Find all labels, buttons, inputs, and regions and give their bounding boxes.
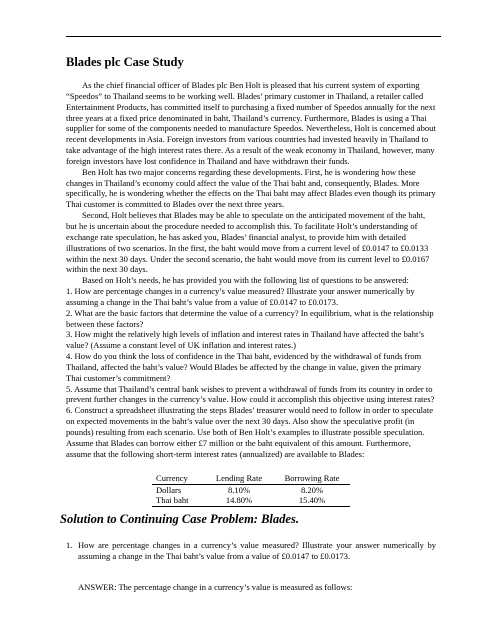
row-lending-rate: 8.10% bbox=[227, 484, 251, 495]
question-4: 4. How do you think the loss of confidence in the Thai baht, evidenced by the withdrawal of funds from Thailand, affected the baht’s value? Would Blades be affected by the change in value, given the primary Thai customer’s commitment? bbox=[66, 351, 422, 383]
header-currency: Currency bbox=[152, 473, 204, 484]
header-borrowing-rate: Borrowing Rate bbox=[274, 473, 350, 484]
paragraph-intro: As the chief financial officer of Blades plc Ben Holt is pleased that his current system of exporting “Speedos” to Thailand seems to be working well. Blades’ primary customer in Thailand, a retailer called Entertainment Products, has committed itself to purchasing a fixed number of Speedos annually for the next three years at a fixed price denominated in baht, Thailand’s currency. Furthermore, Blades is using a Thai supplier for some of the components needed to manufacture Speedos. Nevertheless, Holt is concerned about recent developments in Asia. Foreign investors from various countries had invested heavily in Thailand to take advantage of the high interest rates there. As a result of the weak economy in Thailand, however, many foreign investors have lost confidence in Thailand and have withdrawn their funds. bbox=[66, 80, 436, 166]
case-study-body bbox=[66, 80, 436, 460]
paragraph-concerns: Ben Holt has two major concerns regarding these developments. First, he is wondering how these changes in Thailand’s economy could affect the value of the Thai baht and, consequently, Blades. More specifically, he is wondering whether the effects on the Thai baht may affect Blades even though its primary Thai customer is committed to Blades over the next three years. bbox=[66, 166, 436, 210]
table-header-row bbox=[152, 473, 350, 484]
header-rule bbox=[66, 36, 441, 37]
case-study-title: Blades plc Case Study bbox=[66, 55, 184, 69]
row-currency: Thai baht bbox=[152, 495, 204, 506]
paragraph-speculation: Second, Holt believes that Blades may be able to speculate on the anticipated movement of the baht, but he is uncertain about the procedure needed to accomplish this. To facilitate Holt’s understanding of exchange rate speculation, he has asked you, Blades’ financial analyst, to provide him with detailed illustrations of two scenarios. In the first, the baht would move from a current level of £0.0147 to £0.0133 within the next 30 days. Under the second scenario, the baht would move from its current level to £0.0167 within the next 30 days. bbox=[66, 210, 430, 275]
row-currency: Dollars bbox=[156, 484, 182, 495]
solution-question-number: 1. bbox=[66, 540, 73, 550]
header-lending-rate: Lending Rate bbox=[204, 473, 274, 484]
question-1: 1. How are percentage changes in a currency’s value measured? Illustrate your answer numerically by assuming a change in the Thai baht’s value from a value of £0.0147 to £0.0173. bbox=[66, 286, 415, 307]
solution-title: Solution to Continuing Case Problem: Blades. bbox=[60, 512, 299, 526]
answer-text: ANSWER: The percentage change in a currency’s value is measured as follows: bbox=[78, 582, 353, 592]
solution-question-text: How are percentage changes in a currency’s value measured? Illustrate your answer numerically by assuming a change in the Thai baht’s value from a value of £0.0147 to £0.0173. bbox=[78, 540, 436, 561]
question-2: 2. What are the basic factors that determine the value of a currency? In equilibrium, what is the relationship between these factors? bbox=[66, 307, 434, 329]
interest-rates-table bbox=[152, 473, 350, 507]
row-borrowing-rate: 8.20% bbox=[300, 484, 324, 495]
table-row bbox=[152, 495, 350, 506]
question-5: 5. Assume that Thailand’s central bank wishes to prevent a withdrawal of funds from its country in order to prevent further changes in the currency’s value. How could it accomplish this objective using interest rates? bbox=[66, 383, 435, 405]
paragraph-questions-intro: Based on Holt’s needs, he has provided you with the following list of questions to be answered: bbox=[82, 275, 409, 286]
question-3: 3. How might the relatively high levels of inflation and interest rates in Thailand have affected the baht’s value? (Assume a constant level of UK inflation and interest rates.) bbox=[66, 329, 425, 351]
row-borrowing-rate: 15.40% bbox=[274, 495, 350, 506]
row-lending-rate: 14.80% bbox=[204, 495, 274, 506]
table-row bbox=[152, 484, 350, 495]
question-6: 6. Construct a spreadsheet illustrating the steps Blades’ treasurer would need to follow in order to speculate on expected movements in the baht’s value over the next 30 days. Also show the speculative profit (in pounds) resulting from each scenario. Use both of Ben Holt’s examples to illustrate possible speculation. Assume that Blades can borrow either £7 million or the baht equivalent of this amount. Furthermore, assume that the following short-term interest rates (annualized) are available to Blades: bbox=[66, 405, 434, 459]
solution-question bbox=[66, 540, 436, 562]
